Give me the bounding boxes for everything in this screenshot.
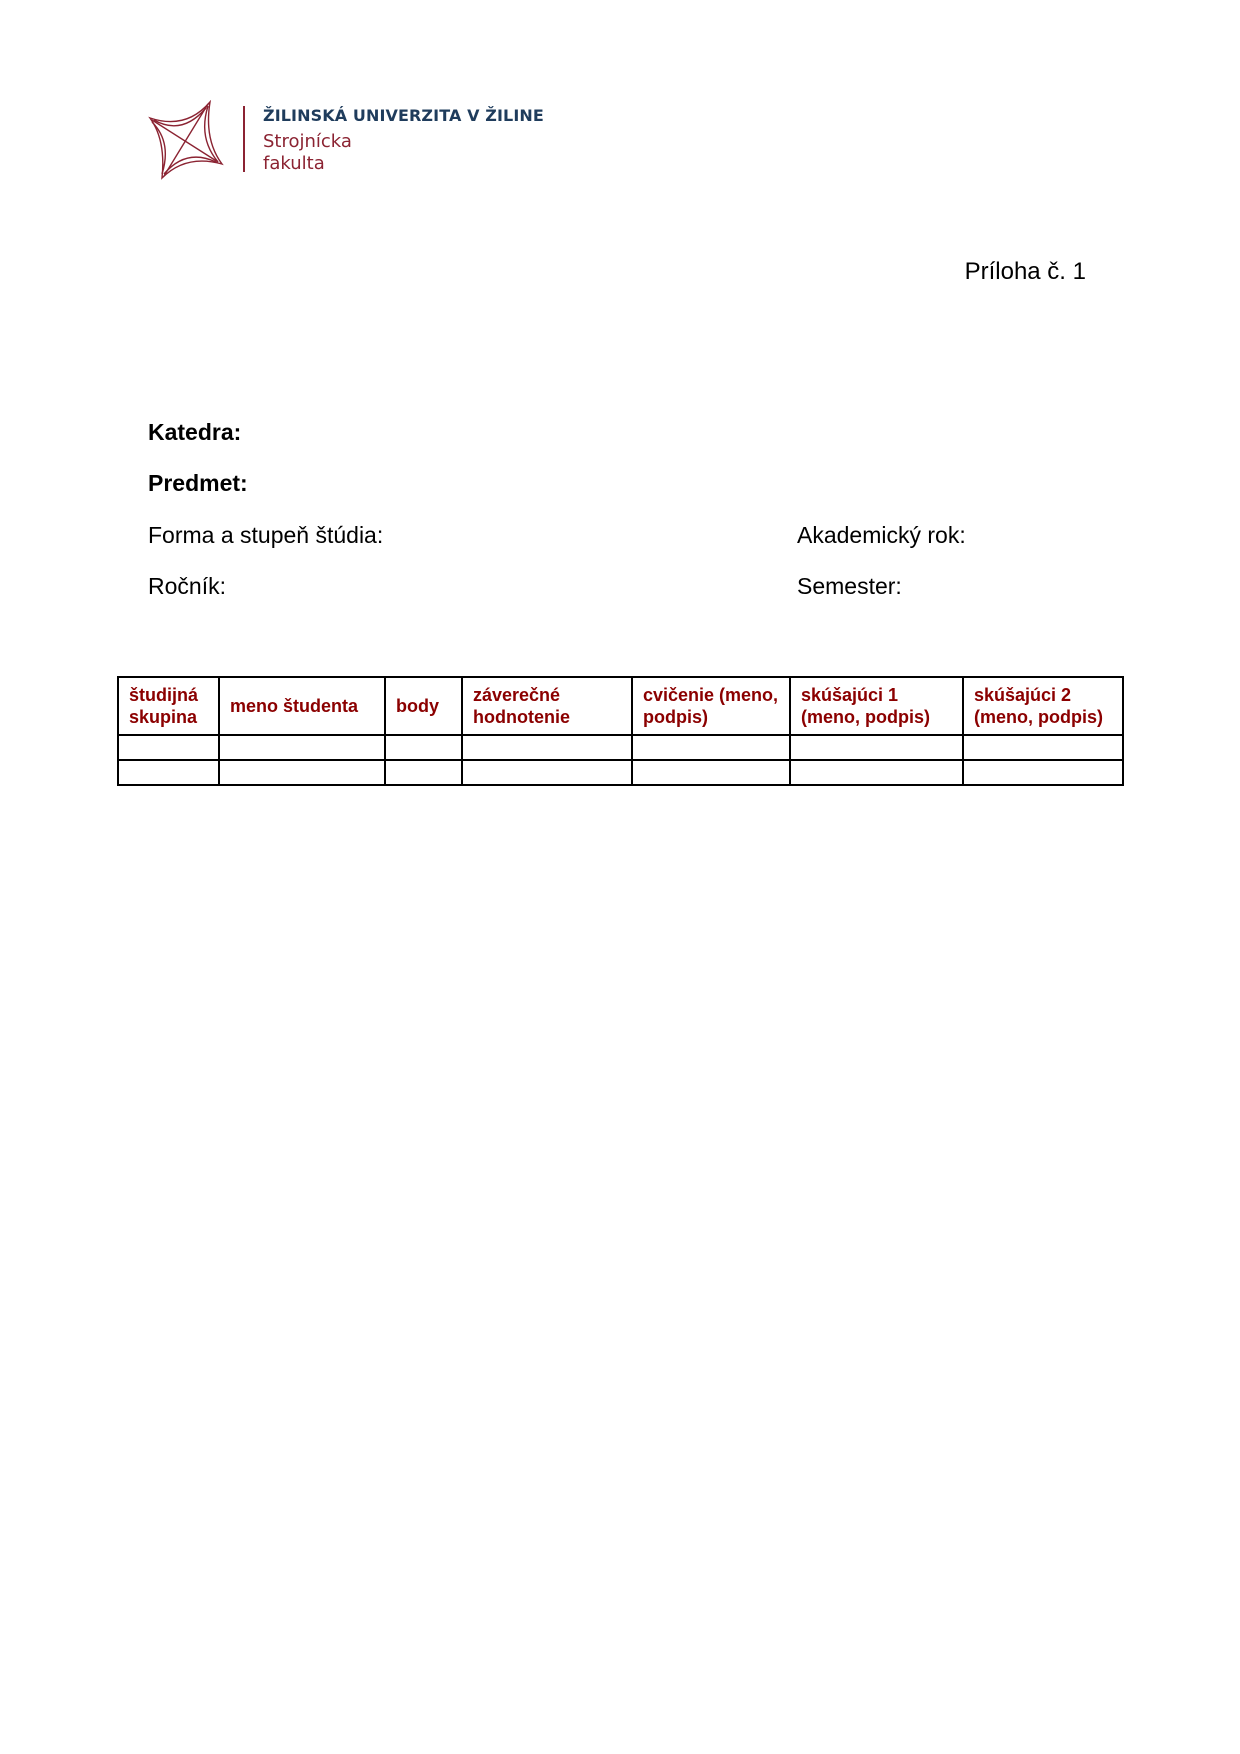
predmet-label: Predmet:: [148, 470, 248, 496]
faculty-name: Strojnícka fakulta: [263, 131, 352, 174]
table-cell: [462, 735, 632, 760]
table-cell: [118, 735, 219, 760]
table-row: [118, 760, 1123, 785]
table-cell: [632, 735, 790, 760]
column-header: skúšajúci 1 (meno, podpis): [790, 677, 963, 735]
column-header: študijná skupina: [118, 677, 219, 735]
column-header: skúšajúci 2 (meno, podpis): [963, 677, 1123, 735]
table-cell: [790, 735, 963, 760]
table-cell: [963, 735, 1123, 760]
column-header: body: [385, 677, 462, 735]
faculty-logo: [146, 100, 546, 180]
table-header-row: [118, 677, 1123, 735]
katedra-label: Katedra:: [148, 419, 242, 445]
rocnik-label: Ročník:: [148, 573, 226, 599]
table-row: [118, 735, 1123, 760]
table-cell: [219, 735, 385, 760]
table-cell: [462, 760, 632, 785]
table-cell: [118, 760, 219, 785]
logo-divider: [243, 106, 245, 172]
akademicky-rok-label: Akademický rok:: [797, 522, 966, 548]
table-cell: [219, 760, 385, 785]
table-cell: [385, 760, 462, 785]
university-name: ŽILINSKÁ UNIVERZITA V ŽILINE: [263, 106, 544, 125]
university-logo-star-icon: [146, 100, 226, 180]
table-cell: [790, 760, 963, 785]
column-header: cvičenie (meno, podpis): [632, 677, 790, 735]
annex-label: Príloha č. 1: [964, 258, 1086, 285]
grades-table: [117, 676, 1124, 786]
forma-label: Forma a stupeň štúdia:: [148, 522, 384, 548]
table-cell: [963, 760, 1123, 785]
semester-label: Semester:: [797, 573, 902, 599]
column-header: záverečné hodnotenie: [462, 677, 632, 735]
table-cell: [632, 760, 790, 785]
table-cell: [385, 735, 462, 760]
column-header: meno študenta: [219, 677, 385, 735]
